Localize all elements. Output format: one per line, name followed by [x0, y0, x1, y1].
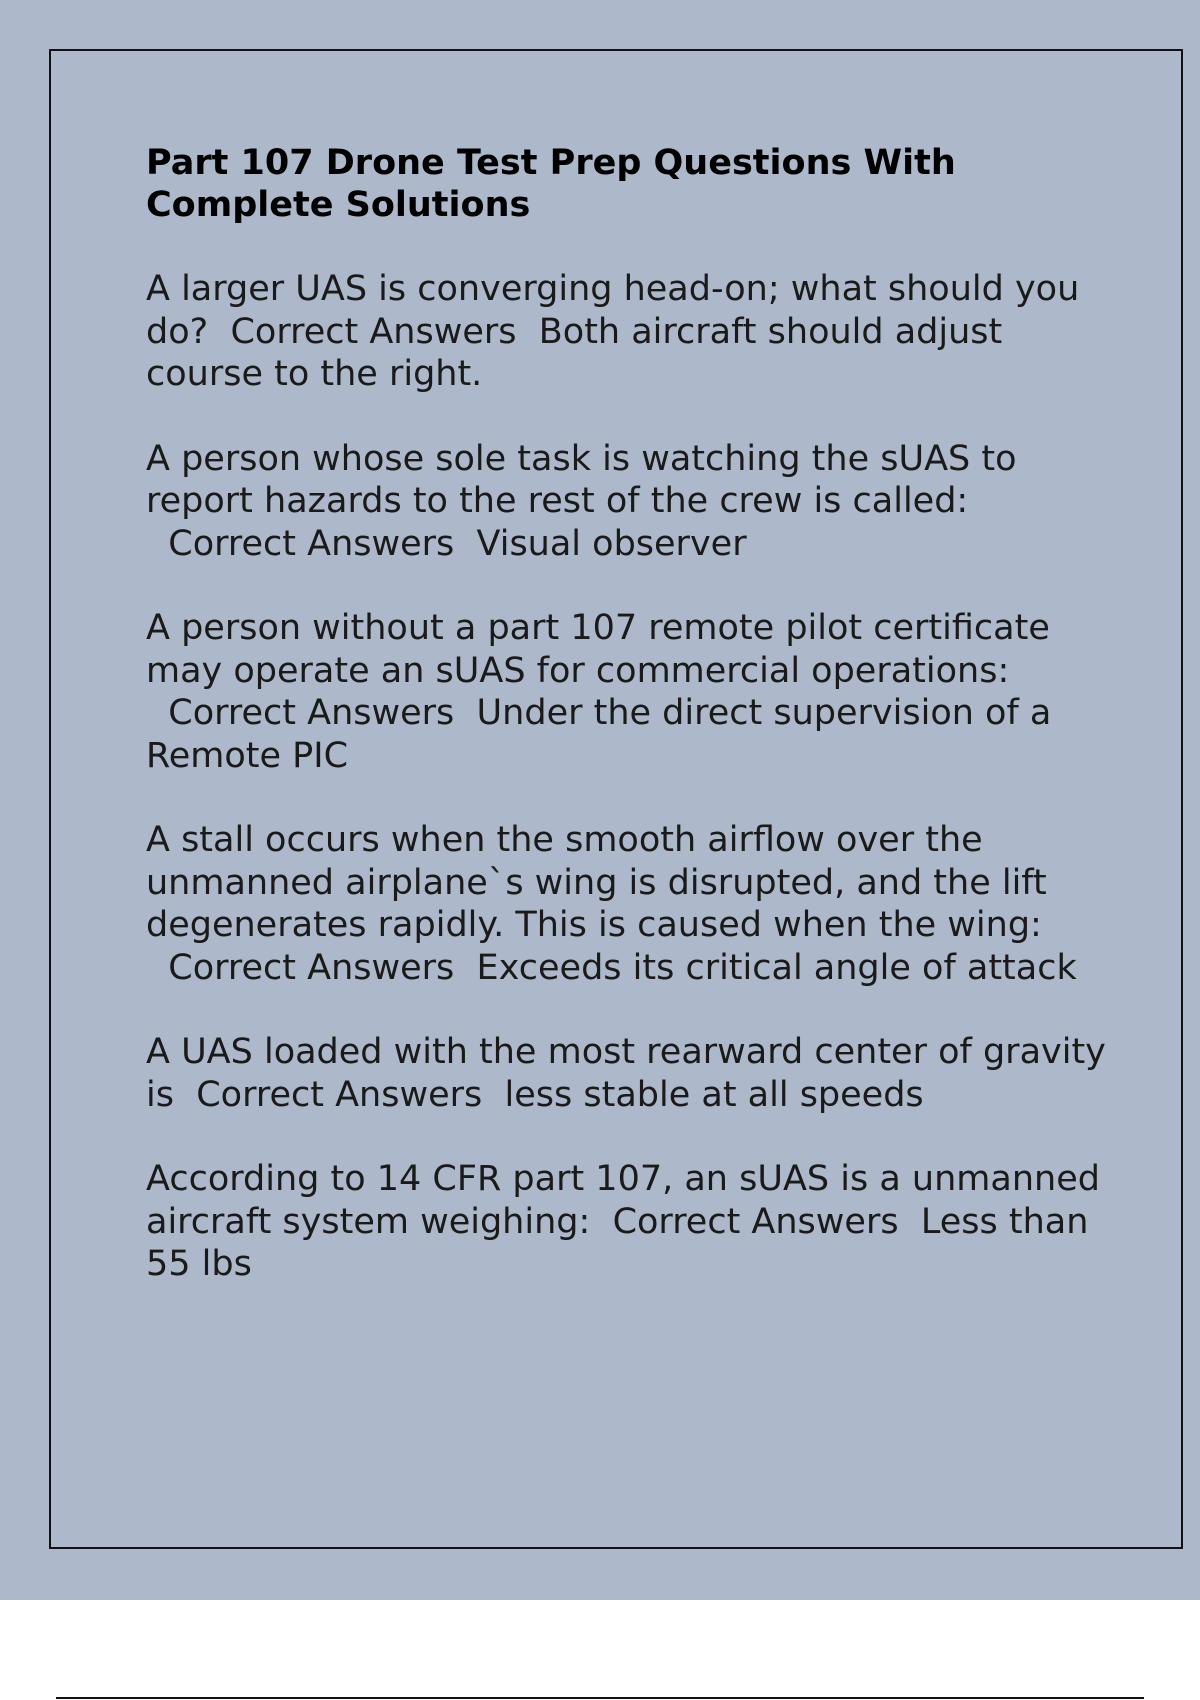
- answer-label: Correct Answers: [168, 523, 455, 564]
- answer-text: Both aircraft should adjust course to the right.: [146, 311, 1003, 394]
- question-text: A person without a part 107 remote pilot certificate may operate an sUAS for commercial operations:: [146, 608, 1050, 691]
- question-text: A UAS loaded with the most rearward center of gravity is: [146, 1032, 1106, 1115]
- question-text: A stall occurs when the smooth airflow over the unmanned airplane`s wing is disrupted, and the lift degenerates rapidly. This is caused when the wing:: [146, 820, 1047, 945]
- qa-item: [146, 1031, 1106, 1116]
- answer-text: Visual observer: [476, 523, 747, 564]
- answer-label: Correct Answers: [168, 947, 455, 988]
- qa-item: [146, 1158, 1106, 1286]
- answer-label: Correct Answers: [168, 693, 455, 733]
- document-content: [146, 142, 1106, 1328]
- qa-item: [146, 607, 1106, 777]
- answer-label: Correct Answers: [196, 1074, 483, 1115]
- question-text: According to 14 CFR part 107, an sUAS is a unmanned aircraft system weighing:: [146, 1159, 1100, 1242]
- document-title: Part 107 Drone Test Prep Questions With Complete Solutions: [146, 143, 956, 225]
- answer-text: Less than 55 lbs: [146, 1201, 1089, 1284]
- answer-text: less stable at all speeds: [504, 1074, 924, 1115]
- question-text: A person whose sole task is watching the sUAS to report hazards to the rest of the crew is called:: [146, 438, 1017, 521]
- answer-label: Correct Answers: [230, 311, 517, 352]
- question-text: A larger UAS is converging head-on; what should you do?: [146, 269, 1080, 352]
- answer-text: Exceeds its critical angle of attack: [476, 947, 1077, 988]
- qa-item: [146, 438, 1106, 566]
- qa-item: [146, 819, 1106, 989]
- qa-item: [146, 268, 1106, 396]
- answer-label: Correct Answers: [612, 1201, 899, 1242]
- answer-text: Under the direct supervision of a Remote PIC: [146, 693, 1052, 776]
- footer-divider: [56, 1697, 1144, 1699]
